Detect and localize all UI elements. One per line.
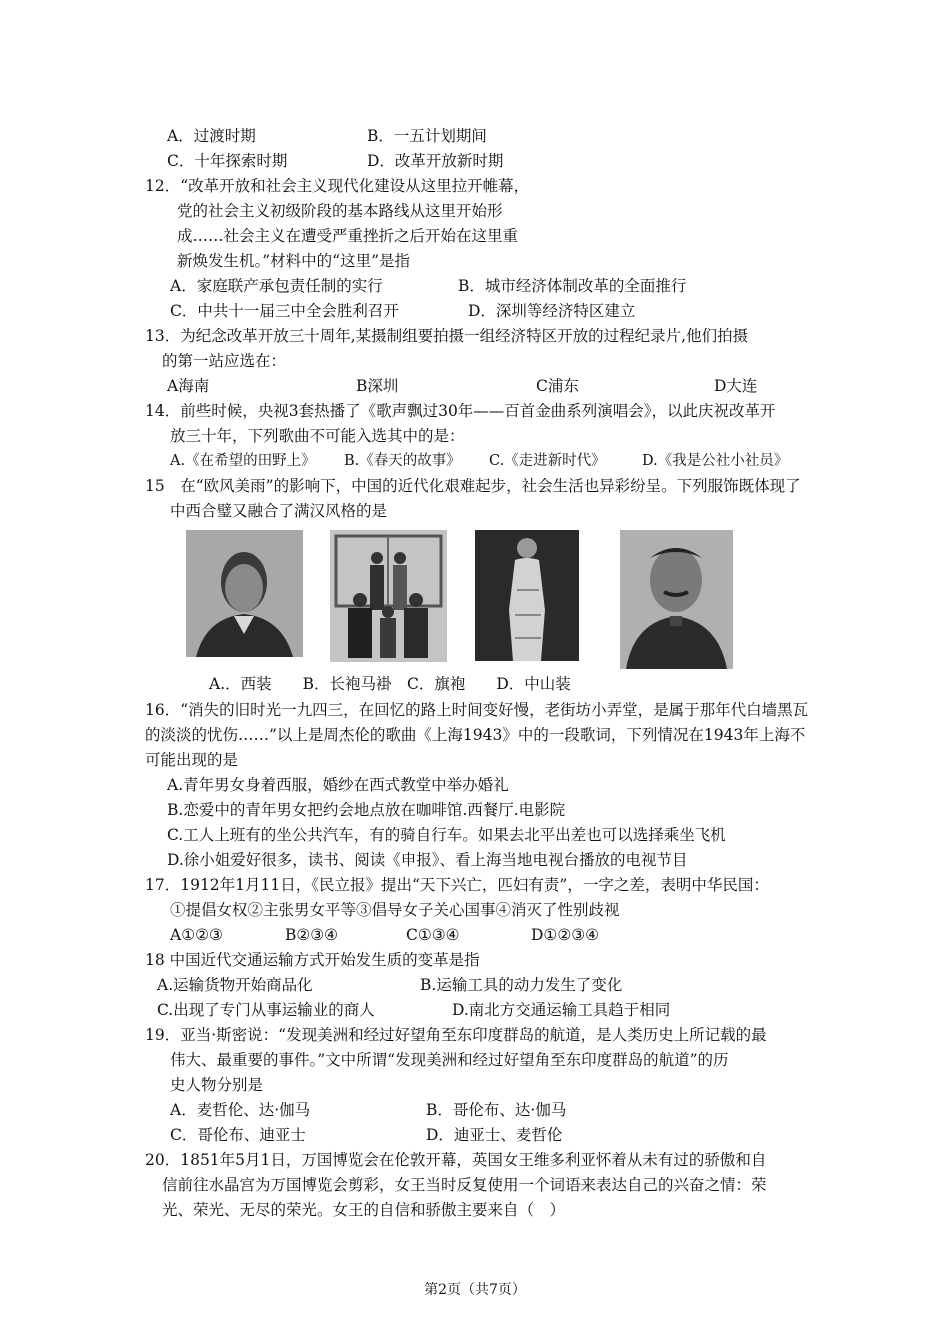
q14-stem-line-2: 放三十年，下列歌曲不可能入选其中的是： xyxy=(170,427,465,445)
photo-zhongshan-suit xyxy=(620,530,733,669)
q18-stem-line-1: 18 中国近代交通运输方式开始发生质的变革是指 xyxy=(145,951,480,969)
q18-option-b: B.运输工具的动力发生了变化 xyxy=(420,976,623,994)
q19-option-b: B．哥伦布、达·伽马 xyxy=(426,1101,567,1119)
photo-western-suit xyxy=(186,530,303,657)
q12-stem-line-2: 党的社会主义初级阶段的基本路线从这里开始形 xyxy=(177,202,503,220)
q17-stem-line-1: 17．1912年1月11日，《民立报》提出“天下兴亡，匹妇有责”，一字之差，表明中华民国： xyxy=(145,876,769,894)
q12-option-a: A．家庭联产承包责任制的实行 xyxy=(170,277,383,295)
q19-option-c: C．哥伦布、迪亚士 xyxy=(170,1126,306,1144)
q19-option-a: A．麦哲伦、达·伽马 xyxy=(170,1101,311,1119)
q14-option-d: D.《我是公社小社员》 xyxy=(642,453,789,469)
q19-stem-line-3: 史人物分别是 xyxy=(170,1076,264,1094)
q15-stem-line-1: 15 在“欧风美雨”的影响下，中国的近代化艰难起步，社会生活也异彩纷呈。下列服饰既体现了 xyxy=(145,477,801,495)
q13-stem-line-1: 13．为纪念改革开放三十周年,某摄制组要拍摄一组经济特区开放的过程纪录片,他们拍摄 xyxy=(145,327,749,345)
q17-option-c: C①③④ xyxy=(406,926,460,944)
prev-option-b: B．一五计划期间 xyxy=(367,127,487,145)
q20-stem-line-2: 信前往水晶宫为万国博览会剪彩，女王当时反复使用一个词语来表达自己的兴奋之情：荣 xyxy=(162,1176,767,1194)
q20-stem-line-3: 光、荣光、无尽的荣光。女王的自信和骄傲主要来自（ ） xyxy=(162,1201,566,1219)
page-footer: 第2页（共7页） xyxy=(424,1282,526,1298)
q12-stem-line-4: 新焕发生机。”材料中的“这里”是指 xyxy=(177,252,411,270)
prev-option-c: C．十年探索时期 xyxy=(167,152,288,170)
q18-option-a: A.运输货物开始商品化 xyxy=(157,976,313,994)
q19-stem-line-2: 伟大、最重要的事件。”文中所谓“发现美洲和经过好望角至东印度群岛的航道”的历 xyxy=(170,1051,729,1069)
q12-option-c: C．中共十一届三中全会胜利召开 xyxy=(170,302,399,320)
q16-option-d: D.徐小姐爱好很多，读书、阅读《申报》、看上海当地电视台播放的电视节目 xyxy=(167,851,688,869)
q14-option-a: A.《在希望的田野上》 xyxy=(170,453,316,469)
photo-long-gown-jacket xyxy=(330,530,447,662)
q16-stem-line-2: 的淡淡的忧伤……”以上是周杰伦的歌曲《上海1943》中的一段歌词，下列情况在1943年上海不 xyxy=(145,726,806,744)
q14-stem-line-1: 14．前些时候，央视3套热播了《歌声飘过30年——百首金曲系列演唱会》，以此庆祝改革开 xyxy=(145,402,776,420)
q13-option-a: A海南 xyxy=(167,377,210,395)
q12-option-d: D．深圳等经济特区建立 xyxy=(468,302,636,320)
q17-stem-line-2: ①提倡女权②主张男女平等③倡导女子关心国事④消灭了性别歧视 xyxy=(170,901,620,919)
q13-option-d: D大连 xyxy=(714,377,758,395)
q15-options: A.．西装 B．长袍马褂 C．旗袍 D．中山装 xyxy=(209,675,571,693)
q16-option-a: A.青年男女身着西服，婚纱在西式教堂中举办婚礼 xyxy=(167,776,509,794)
q14-option-c: C.《走进新时代》 xyxy=(489,453,606,469)
q14-option-b: B.《春天的故事》 xyxy=(344,453,461,469)
q18-option-d: D.南北方交通运输工具趋于相同 xyxy=(452,1001,671,1019)
q16-stem-line-1: 16．“消失的旧时光一九四三，在回忆的路上时间变好慢，老街坊小弄堂，是属于那年代白墙黑瓦 xyxy=(145,701,809,719)
q17-option-a: A①②③ xyxy=(170,926,223,944)
q17-option-b: B②③④ xyxy=(285,926,339,944)
q20-stem-line-1: 20．1851年5月1日，万国博览会在伦敦开幕，英国女王维多利亚怀着从未有过的骄傲和自 xyxy=(145,1151,767,1169)
q12-stem-line-3: 成……社会主义在遭受严重挫折之后开始在这里重 xyxy=(177,227,519,245)
photo-qipao xyxy=(475,530,579,661)
prev-option-a: A．过渡时期 xyxy=(167,127,256,145)
q19-stem-line-1: 19．亚当·斯密说：“发现美洲和经过好望角至东印度群岛的航道，是人类历史上所记载的最 xyxy=(145,1026,767,1044)
q16-stem-line-3: 可能出现的是 xyxy=(145,751,239,769)
q12-option-b: B．城市经济体制改革的全面推行 xyxy=(458,277,687,295)
q18-option-c: C.出现了专门从事运输业的商人 xyxy=(157,1001,375,1019)
q19-option-d: D．迪亚士、麦哲伦 xyxy=(426,1126,563,1144)
prev-option-d: D．改革开放新时期 xyxy=(367,152,504,170)
q13-stem-line-2: 的第一站应选在： xyxy=(162,352,287,370)
q16-option-c: C.工人上班有的坐公共汽车，有的骑自行车。如果去北平出差也可以选择乘坐飞机 xyxy=(167,826,726,844)
q13-option-c: C浦东 xyxy=(536,377,579,395)
q15-stem-line-2: 中西合璧又融合了满汉风格的是 xyxy=(170,502,388,520)
q13-option-b: B深圳 xyxy=(356,377,399,395)
q12-stem-line-1: 12．“改革开放和社会主义现代化建设从这里拉开帷幕， xyxy=(145,177,530,195)
q17-option-d: D①②③④ xyxy=(531,926,600,944)
q16-option-b: B.恋爱中的青年男女把约会地点放在咖啡馆.西餐厅.电影院 xyxy=(167,801,566,819)
